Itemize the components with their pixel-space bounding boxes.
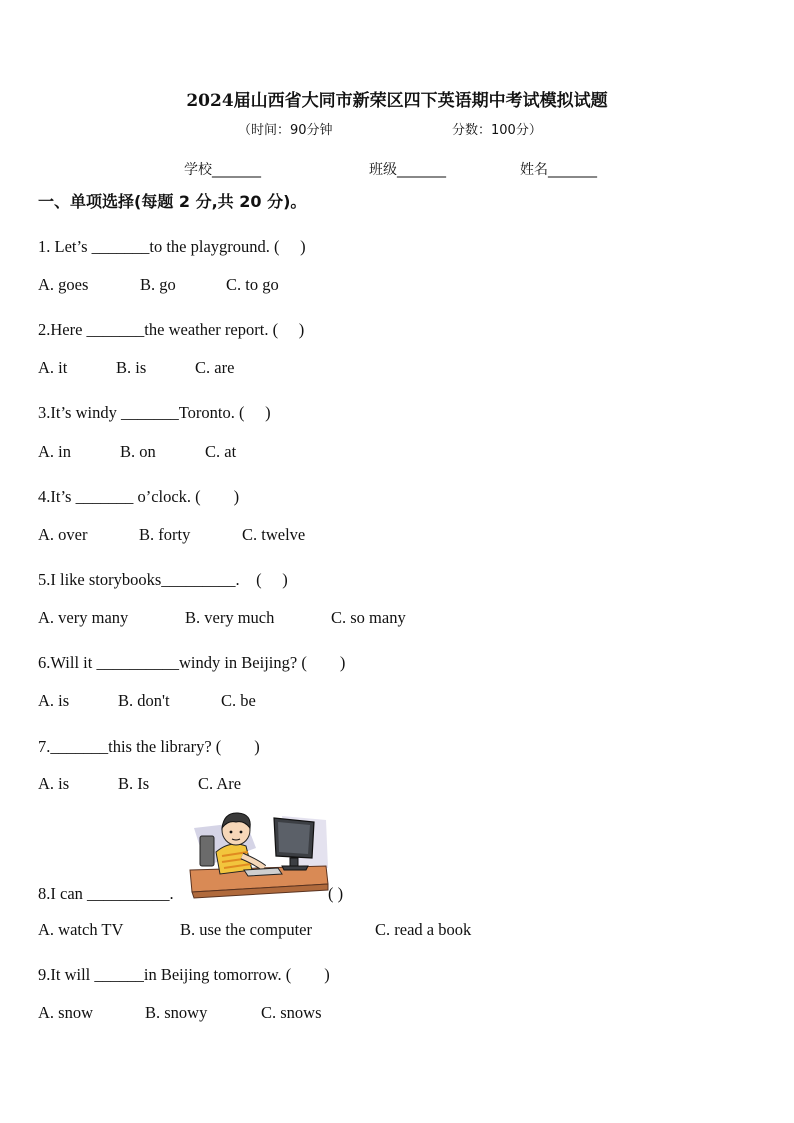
q1-option-b: B. go (140, 275, 176, 294)
q4-option-a: A. over (38, 525, 88, 544)
question-8: 8.I can __________. (38, 884, 174, 903)
section-heading: 一、单项选择(每题 2 分,共 20 分)。 (38, 192, 307, 211)
q2-option-a: A. it (38, 358, 68, 377)
q1-option-a: A. goes (38, 275, 89, 294)
question-6: 6.Will it __________windy in Beijing? ( ) (38, 653, 346, 672)
question-4: 4.It’s _______ o’clock. ( ) (38, 487, 240, 506)
boy-computer-illustration (186, 808, 330, 900)
q9-option-c: C. snows (261, 1003, 322, 1022)
q5-option-a: A. very many (38, 608, 129, 627)
question-8-answer-bracket: ( ) (328, 884, 344, 903)
exam-score: 分数：100分） (452, 123, 542, 138)
q1-option-c: C. to go (226, 275, 279, 294)
question-7: 7._______this the library? ( ) (38, 737, 260, 756)
q2-option-c: C. are (195, 358, 235, 377)
question-1: 1. Let’s _______to the playground. ( ) (38, 237, 306, 256)
question-9: 9.It will ______in Beijing tomorrow. ( ) (38, 965, 330, 984)
q8-option-b: B. use the computer (180, 920, 312, 939)
q8-option-a: A. watch TV (38, 920, 124, 939)
q7-option-a: A. is (38, 774, 70, 793)
school-field: 学校_______ (184, 162, 261, 178)
q6-option-b: B. don't (118, 691, 170, 710)
q2-option-b: B. is (116, 358, 147, 377)
q3-option-a: A. in (38, 442, 71, 461)
q6-option-a: A. is (38, 691, 70, 710)
question-5: 5.I like storybooks_________. ( ) (38, 570, 288, 589)
exam-time: （时间：90分钟 (238, 123, 333, 138)
q8-option-c: C. read a book (375, 920, 472, 939)
q5-option-b: B. very much (185, 608, 275, 627)
question-2: 2.Here _______the weather report. ( ) (38, 320, 305, 339)
q9-option-a: A. snow (38, 1003, 94, 1022)
q7-option-c: C. Are (198, 774, 242, 793)
q3-option-b: B. on (120, 442, 156, 461)
q5-option-c: C. so many (331, 608, 406, 627)
class-field: 班级_______ (369, 162, 446, 178)
question-3: 3.It’s windy _______Toronto. ( ) (38, 403, 271, 422)
q6-option-c: C. be (221, 691, 256, 710)
q3-option-c: C. at (205, 442, 237, 461)
page-title: 2024届山西省大同市新荣区四下英语期中考试模拟试题 (186, 91, 608, 111)
q4-option-b: B. forty (139, 525, 191, 544)
q9-option-b: B. snowy (145, 1003, 208, 1022)
q4-option-c: C. twelve (242, 525, 306, 544)
q7-option-b: B. Is (118, 774, 150, 793)
name-field: 姓名_______ (520, 162, 597, 178)
